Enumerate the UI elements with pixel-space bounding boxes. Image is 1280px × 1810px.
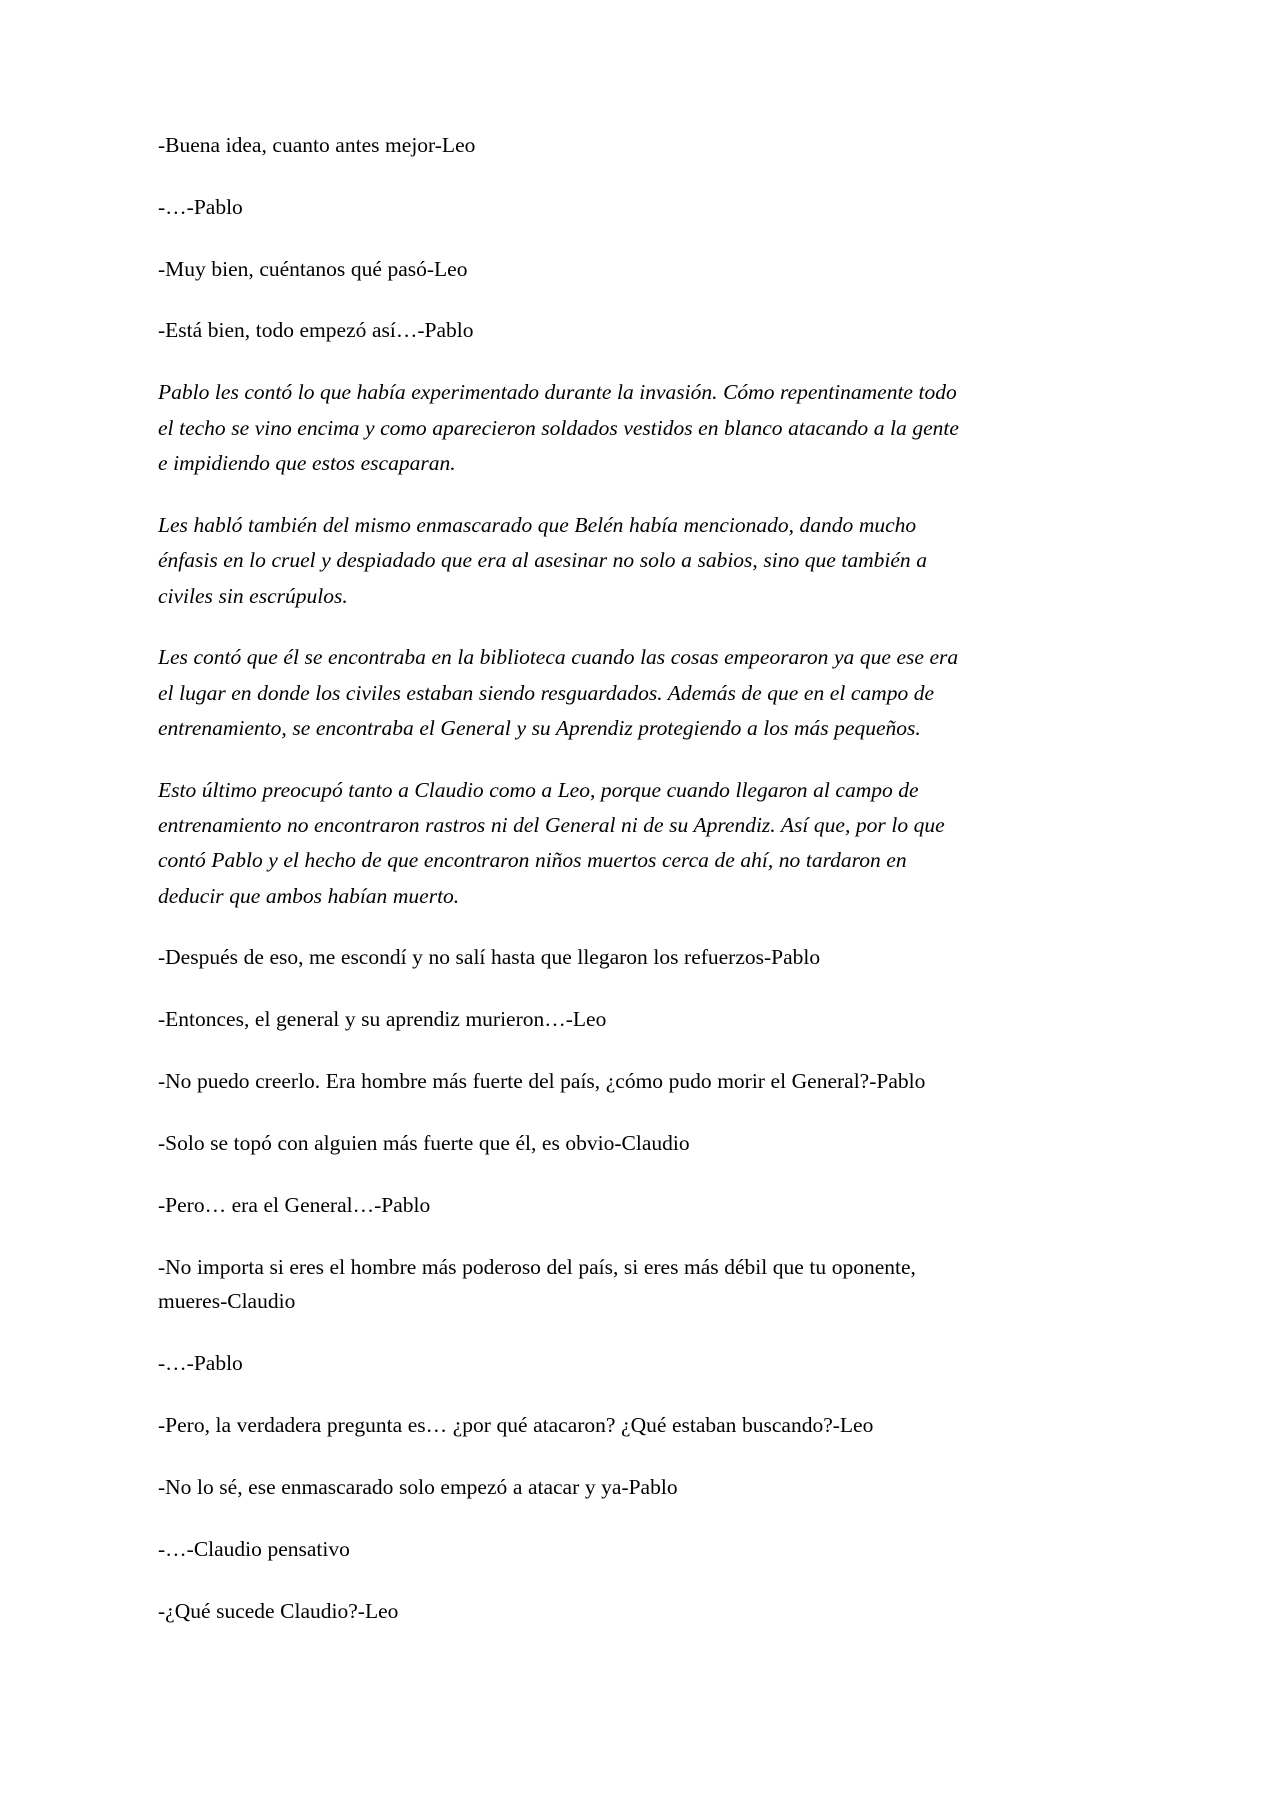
paragraph-dialogue: -Muy bien, cuéntanos qué pasó-Leo [158, 256, 468, 281]
paragraph-dialogue: -Solo se topó con alguien más fuerte que él, es obvio-Claudio [158, 1130, 690, 1155]
paragraph-dialogue: -Buena idea, cuanto antes mejor-Leo [158, 133, 476, 157]
paragraph-dialogue: -Entonces, el general y su aprendiz murieron…-Leo [158, 1007, 607, 1032]
paragraph-dialogue: -Pero… era el General…-Pablo [158, 1192, 431, 1217]
paragraph-narration: Les habló también del mismo enmascarado que Belén había mencionado, dando mucho énfasis en lo cruel y despiadado que era al asesinar no solo a sabios, sino que también a civiles sin escrúpulos. [158, 512, 927, 608]
paragraph-dialogue: -Después de eso, me escondí y no salí hasta que llegaron los refuerzos-Pablo [158, 945, 821, 970]
paragraph-narration: Pablo les contó lo que había experimentado durante la invasión. Cómo repentinamente todo el techo se vino encima y como aparecieron soldados vestidos en blanco atacando a la gente e impidiendo que estos escaparan. [158, 380, 959, 476]
paragraph-dialogue: -No lo sé, ese enmascarado solo empezó a atacar y ya-Pablo [158, 1474, 678, 1499]
paragraph-dialogue: -No puedo creerlo. Era hombre más fuerte del país, ¿cómo pudo morir el General?-Pablo [158, 1069, 926, 1094]
paragraph-dialogue: -…-Pablo [158, 1351, 243, 1376]
paragraph-dialogue: -Pero, la verdadera pregunta es… ¿por qué atacaron? ¿Qué estaban buscando?-Leo [158, 1413, 874, 1438]
paragraph-dialogue: -…-Claudio pensativo [158, 1536, 350, 1561]
paragraph-dialogue: -No importa si eres el hombre más poderoso del país, si eres más débil que tu oponente, mueres-Claudio [158, 1254, 916, 1314]
document-body [158, 128, 964, 1628]
paragraph-dialogue: -…-Pablo [158, 194, 243, 219]
paragraph-dialogue: -¿Qué sucede Claudio?-Leo [158, 1598, 399, 1623]
paragraph-dialogue: -Está bien, todo empezó así…-Pablo [158, 318, 474, 343]
paragraph-narration: Esto último preocupó tanto a Claudio como a Leo, porque cuando llegaron al campo de entrenamiento no encontraron rastros ni del General ni de su Aprendiz. Así que, por lo que contó Pablo y el hecho de que encontraron niños muertos cerca de ahí, no tardaron en deducir que ambos habían muerto. [158, 777, 945, 908]
paragraph-narration: Les contó que él se encontraba en la biblioteca cuando las cosas empeoraron ya que ese era el lugar en donde los civiles estaban siendo resguardados. Además de que en el campo de entrenamiento, se encontraba el General y su Aprendiz protegiendo a los más pequeños. [158, 645, 959, 741]
